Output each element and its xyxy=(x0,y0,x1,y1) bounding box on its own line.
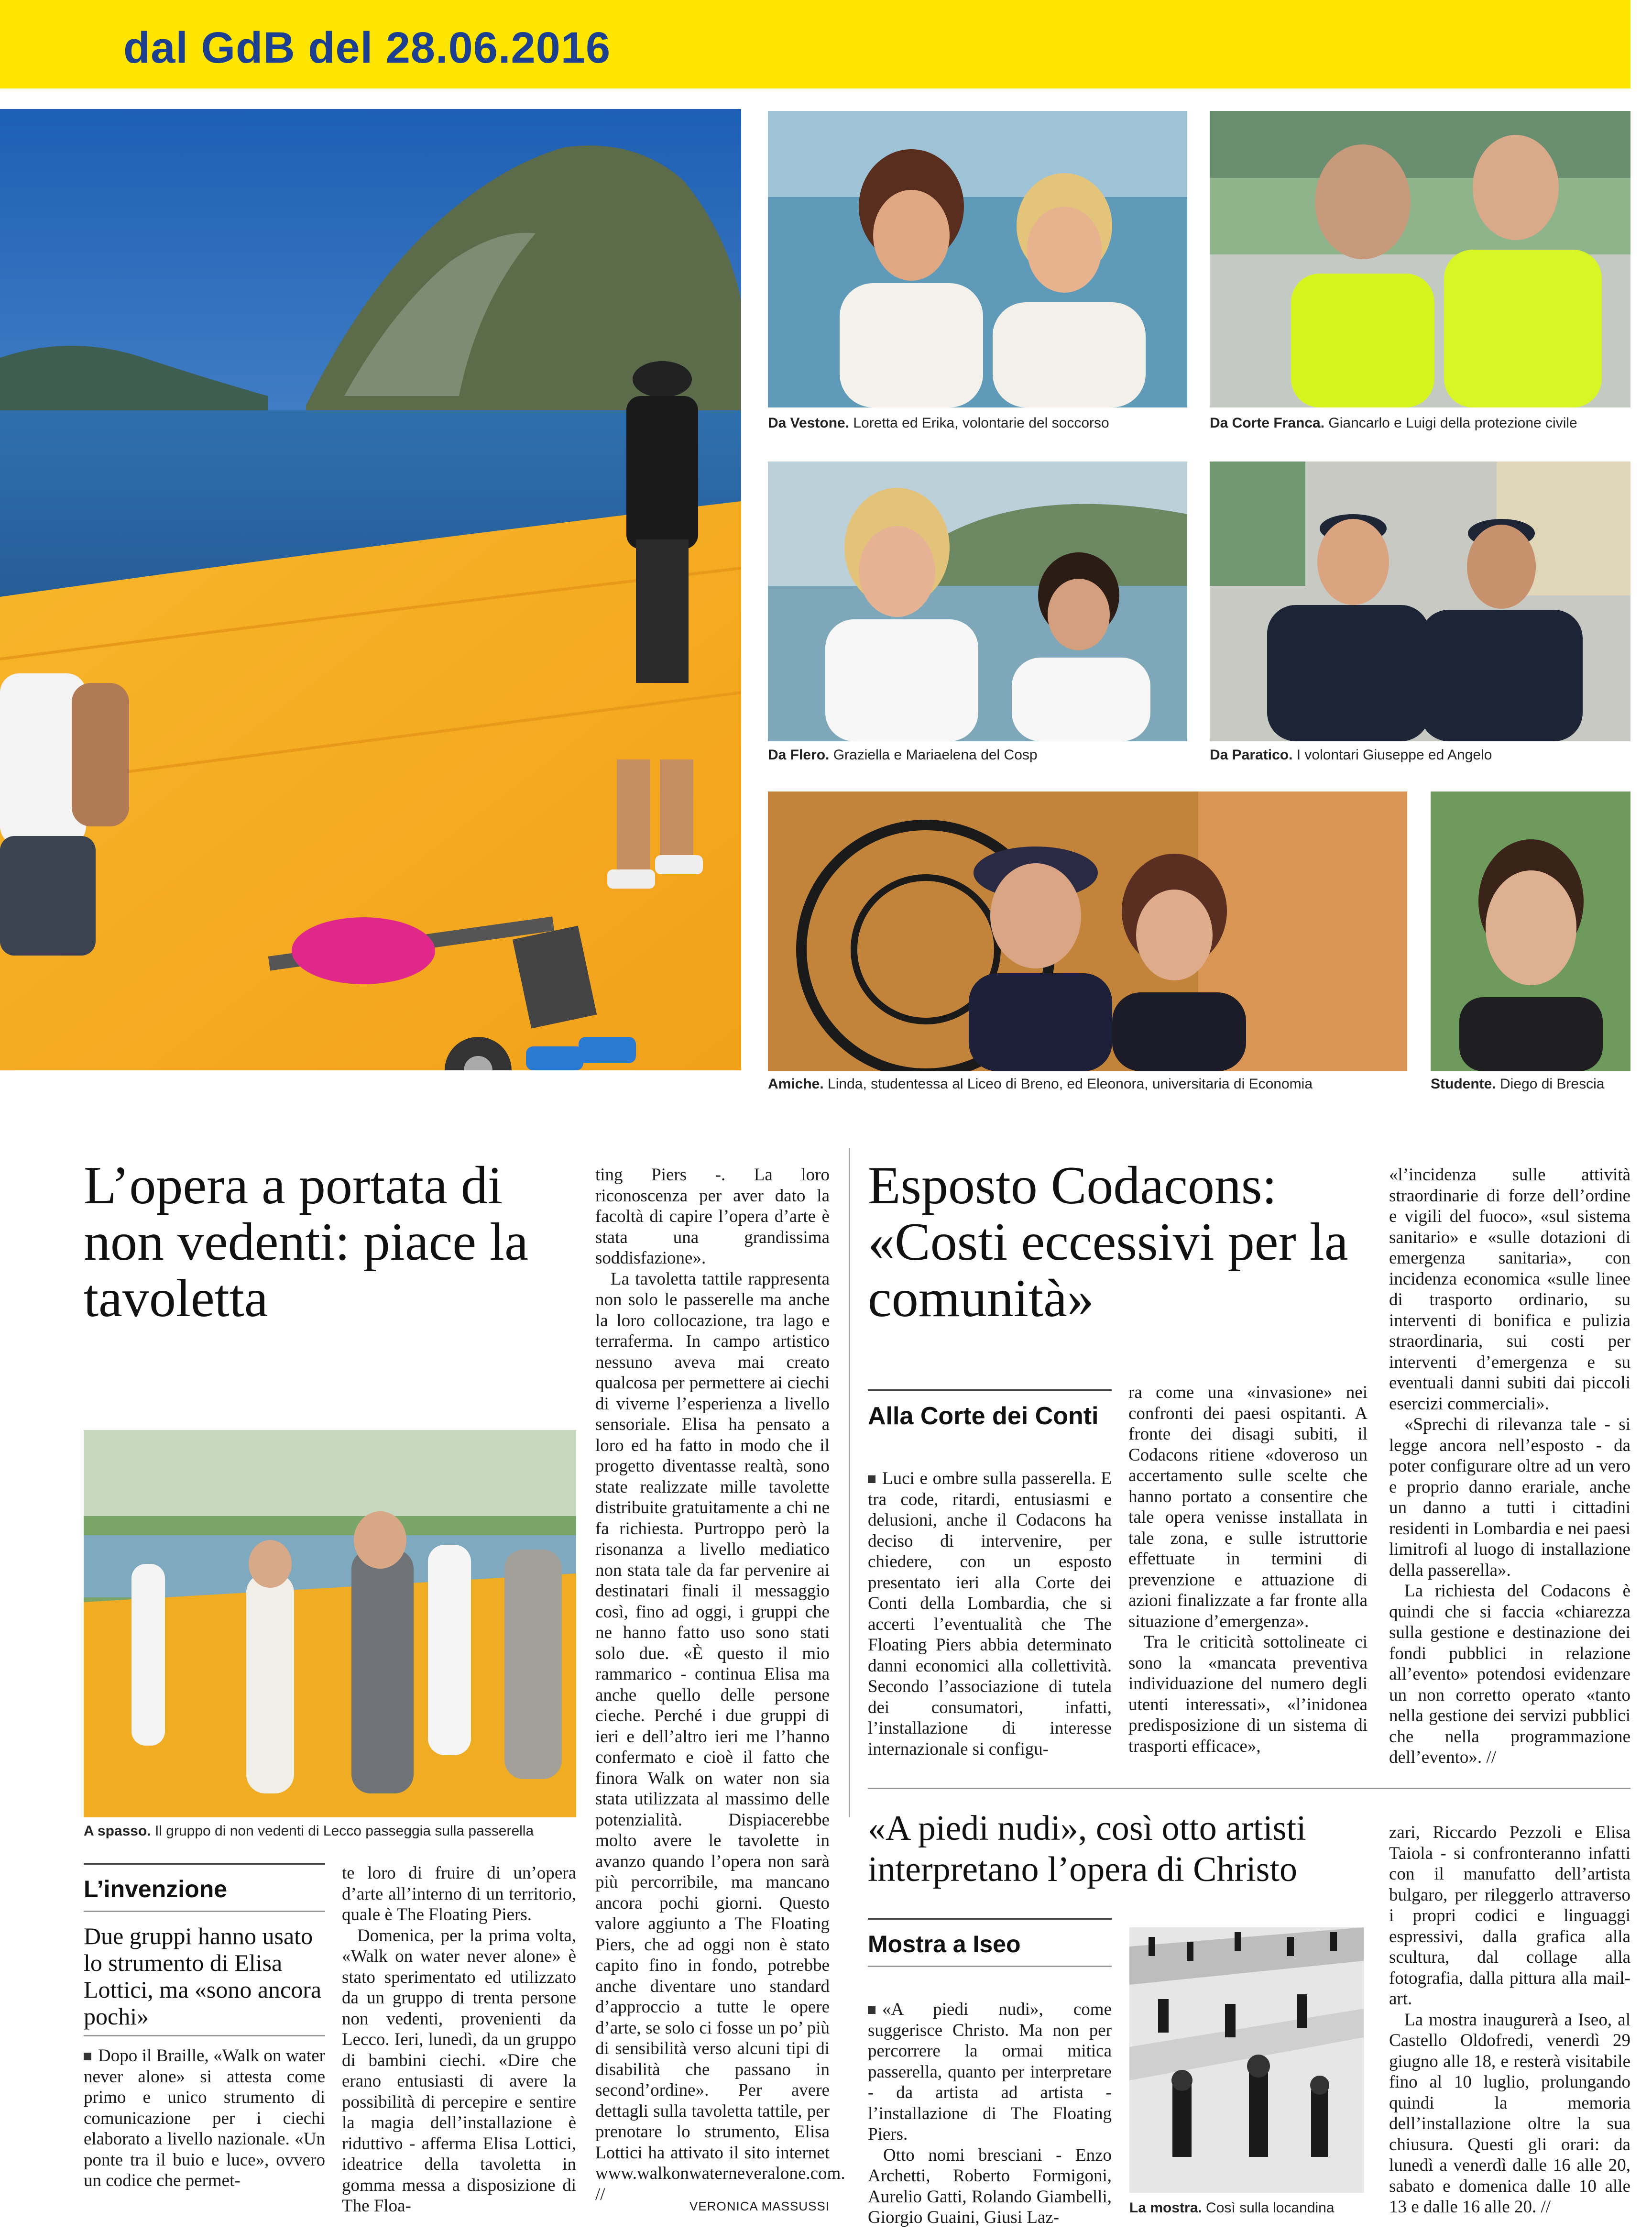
caption-vestone: Da Vestone. Loretta ed Erika, volontarie del soccorso xyxy=(768,415,1109,431)
bullet-square-icon xyxy=(868,2006,875,2014)
issue-date-title: dal GdB del 28.06.2016 xyxy=(123,23,611,72)
article3-kicker-rule xyxy=(868,1966,1112,1967)
article1-col3: ting Piers -. La loro riconoscenza per aver dato la facoltà di capire l’opera d’arte è stata una grandissima soddisfazione». La tavoletta tattile rappresenta non solo le passerelle ma anche la loro collocazione, tra lago e terraferma. In campo artistico nessuno aveva mai creato qualcosa per permettere ai ciechi di viverne l’esperienza a livello sensoriale. Elisa ha pensato a loro ed ha fatto in modo che il progetto diventasse realtà, sono state realizzate mille tavolette distribuite gratuitamente a chi ne fa richiesta. Purtroppo però la risonanza a livello mediatico non stata tale da far pervenire ai destinatari finali il messaggio così, fino ad oggi, i gruppi che ne hanno fatto uso sono stati solo due. «È questo il mio rammarico - continua Elisa ma anche quello delle persone cieche. Perché i due gruppi di ieri e dell’altro ieri me l’hanno confermato e cioè il fatto che finora Walk on water non sia stata utilizzata al massimo delle potenzialità. Dispiacerebbe molto avere le tavolette in avanzo quando l’opera non sarà più percorribile, ma mancano ancora pochi giorni. Questo valore aggiunto a The Floating Piers, che ad oggi non è stato capito fino in fondo, potrebbe anche diventare uno standard d’approccio a tutte le opere d’arte, se solo ci fosse un po’ più di sensibilità verso alcuni tipi di disabilità che passano in second’ordine». Per avere dettagli sulla tavoletta tattile, per prenotare lo strumento, Elisa Lottici ha attivato il sito internet www.walkonwaterneveralone.com. // xyxy=(595,1165,845,2204)
photo-vestone xyxy=(768,111,1187,407)
caption-amiche: Amiche. Linda, studentessa al Liceo di Breno, ed Eleonora, universitaria di Economia xyxy=(768,1076,1313,1092)
article1-kicker-rule xyxy=(84,1911,325,1912)
photo-mostra-locandina xyxy=(1129,1927,1364,2193)
caption-studente: Studente. Diego di Brescia xyxy=(1431,1076,1605,1092)
photo-studente xyxy=(1431,792,1630,1071)
article1-col1: Dopo il Braille, «Walk on water never alone» si attesta come primo e unico strumento di comunicazione per i ciechi elaborato a livello nazionale. «Un ponte tra il buio e luce», ovvero un codice che permet- xyxy=(84,2046,325,2190)
photo-non-vedenti xyxy=(84,1430,576,1817)
article2-col2: ra come una «invasione» nei confronti dei paesi ospitanti. A fronte dei disagi subiti, il Codacons ritiene «doveroso un accertamento sulle scelte che hanno portato a consentire che tale opera venisse installata in tale zona, e sulle istruttorie effettuate in termini di prevenzione e attuazione di azioni finalizzate a far fronte alla situazione d’emergenza». Tra le criticità sottolineate ci sono la «mancata preventiva individuazione del numero degli utenti interessati», «l’inidonea predisposizione di un sistema di trasporti efficace», xyxy=(1128,1383,1368,1756)
article2-col1: Luci e ombre sulla passerella. E tra code, ritardi, entusiasmi e delusioni, anche il Codacons ha deciso di intervenire, per chiedere, con un esposto presentato ieri alla Corte dei Conti della Lombardia, che si accerti l’eventualità che The Floating Piers abbia determinato danni economici alla collettività. Secondo l’associazione di tutela dei consumatori, infatti, l’installazione di interesse internazionale si configu- xyxy=(868,1469,1112,1759)
article2-headline: Esposto Codacons: «Costi eccessivi per la comunità» xyxy=(868,1156,1348,1328)
bullet-square-icon xyxy=(84,2053,91,2060)
article1-headline: L’opera a portata di non vedenti: piace la tavoletta xyxy=(84,1156,528,1328)
photo-corte-franca xyxy=(1210,111,1630,407)
caption-flero: Da Flero. Graziella e Mariaelena del Cosp xyxy=(768,747,1038,763)
caption-a-spasso: A spasso. Il gruppo di non vedenti di Lecco passeggia sulla passerella xyxy=(84,1823,534,1839)
article2-kicker: Alla Corte dei Conti xyxy=(868,1389,1112,1430)
article1-kicker: L’invenzione xyxy=(84,1863,325,1903)
bullet-square-icon xyxy=(868,1475,875,1483)
caption-la-mostra: La mostra. Così sulla locandina xyxy=(1129,2200,1335,2216)
photo-flero xyxy=(768,462,1187,741)
article1-col2: te loro di fruire di un’opera d’arte all’interno di un territorio, quale è The Floating Piers. Domenica, per la prima volta, «Walk on water never alone» è stato sperimentato ed utilizzato da un gruppo di trenta persone non vedenti, provenienti da Lecco. Ieri, lunedì, da un gruppo di bambini ciechi. «Dire che erano entusiasti di avere la possibilità di percepire e sentire la magia dell’installazione è riduttivo - afferma Elisa Lottici, ideatrice della tavoletta in gomma messa a disposizione di The Floa- xyxy=(342,1863,576,2216)
article1-signature: VERONICA MASSUSSI xyxy=(689,2199,830,2213)
caption-corte-franca: Da Corte Franca. Giancarlo e Luigi della protezione civile xyxy=(1210,415,1577,431)
article3-kicker: Mostra a Iseo xyxy=(868,1918,1112,1958)
article2-col3: «l’incidenza sulle attività straordinarie di forze dell’ordine e vigili del fuoco», «sul sistema sanitario» e «sulle dotazioni di emergenza sanitaria», con incidenza economica «sulle linee di trasporto ordinario, su interventi di bonifica e pulizia straordinaria, sui costi per interventi d’emergenza e su eventuali danni subiti dai piccoli esercizi commerciali». «Sprechi di rilevanza tale - si legge ancora nell’esposto - da poter configurare oltre ad un vero e proprio danno erariale, anche un danno a tutti i cittadini residenti in Lombardia e nei paesi limitrofi al luogo di installazione della passerella». La richiesta del Codacons è quindi che si faccia «chiarezza sulla gestione e destinazione dei fondi pubblici in relazione all’evento» potendosi evidenzare un non corretto operato «tanto nella gestione dei servizi pubblici che nella programmazione dell’evento». // xyxy=(1389,1165,1630,1767)
caption-paratico: Da Paratico. I volontari Giuseppe ed Angelo xyxy=(1210,747,1492,763)
article1-deck-rule xyxy=(84,2035,325,2036)
photo-amiche xyxy=(768,792,1407,1071)
article3-col1: «A piedi nudi», come suggerisce Christo. Ma non per percorrere la ormai mitica passerella, quanto per interpretare - da artista ad artista - l’installazione di The Floating Piers. Otto nomi bresciani - Enzo Archetti, Roberto Formigoni, Aurelio Gatti, Rolando Giambelli, Giorgio Guaini, Giusi Laz- xyxy=(868,2000,1112,2227)
photo-paratico xyxy=(1210,462,1630,741)
column-divider xyxy=(849,1148,850,1817)
article3-headline: «A piedi nudi», così otto artisti interpretano l’opera di Christo xyxy=(868,1809,1306,1889)
main-photo-walkway xyxy=(0,109,741,1070)
article-separator xyxy=(868,1788,1630,1789)
article1-deck: Due gruppi hanno usato lo strumento di Elisa Lottici, ma «sono ancora pochi» xyxy=(84,1923,322,2030)
article3-col3: zari, Riccardo Pezzoli e Elisa Taiola - si confronteranno infatti con il manufatto dell’artista bulgaro, per rileggerlo attraverso i propri codici e linguaggi espressivi, dalla grafica alla scultura, dal collage alla fotografia, dalla pittura alla mail-art. La mostra inaugurerà a Iseo, al Castello Oldofredi, venerdì 29 giugno alle 18, e resterà visitabile fino al 10 luglio, prolungando quindi la memoria dell’installazione oltre la sua chiusura. Questi gli orari: da lunedì a venerdì dalle 16 alle 20, sabato e domenica dalle 10 alle 13 e dalle 16 alle 20. // xyxy=(1389,1823,1630,2217)
